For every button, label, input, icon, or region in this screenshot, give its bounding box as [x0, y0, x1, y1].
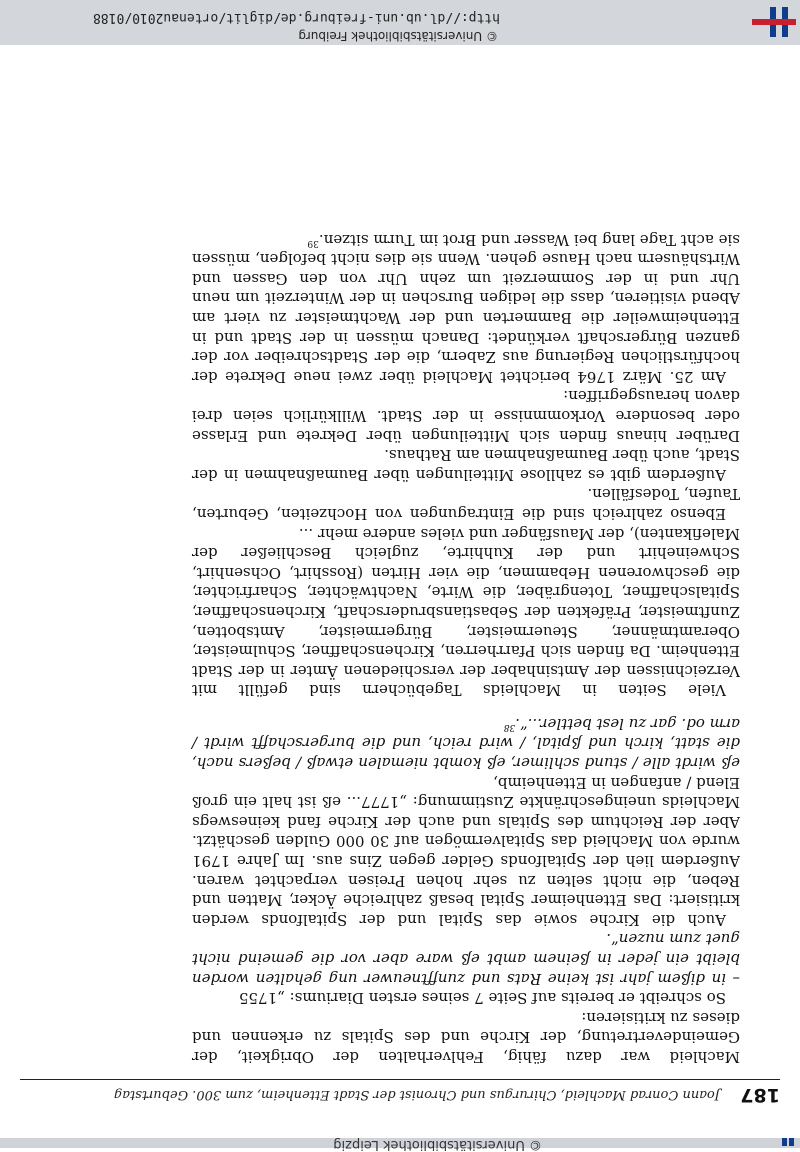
page-number: 187: [740, 1084, 780, 1106]
top-library-strip: [0, 1137, 800, 1152]
running-header: [20, 1079, 780, 1108]
body-text: [192, 229, 740, 1066]
library-label: © Universitätsbibliothek Leipzig: [333, 1137, 542, 1152]
paragraph: Darüber hinaus finden sich Mitteilungen über Dekrete und Erlasse oder besondere Vorkommnisse in der Stadt. Willkürlich seien drei davon herausgegriffen:: [192, 387, 740, 445]
footer-bar: [0, 0, 800, 45]
quote: [192, 713, 740, 772]
paragraph: Außerdem gibt es zahllose Mitteilungen über Baumaßnahmen in der Stadt, auch über Baumaßnahmen am Rathaus.: [192, 446, 740, 484]
quote-text: – in dißem jahr ist keine Rats und zunfftneuwer ung gehalten worden bleibt ein jeder in ßeinem ambt eß ware aber vor die gemeind nicht guet zum nuzen“.: [192, 930, 740, 988]
library-logo-icon: [780, 1138, 794, 1148]
paragraph-text: Am 25. März 1764 berichtet Machleid über zwei neue Dekrete der hochfürstlichen Regierung aus Zabern, die der Stadtschreiber vor der ganzen Bürgerschaft verkündet: Danach müssen in der Stadt und in Ettenheimweiler die Bammerten und der Wachtmeister zu viert am Abend visitieren, dass die ledigen Burschen in der Winterzeit um neun Uhr und in der Sommerzeit um zehn Uhr von den Gassen und Wirtshäusern nach Hause gehen. Wenn sie dies nicht befolgen, müssen sie acht Tage lang bei Wasser und Brot im Turm sitzen.: [192, 230, 740, 386]
quote-text: eß wirdt alle / stund schlimer, eß kombt niemalen etwaß / beßers nach, die statt, kirch und ßpital, / wird reich, und die burgerschafft wirdt / arm od. gar zu lest bettler...“.: [192, 714, 740, 773]
paragraph: Auch die Kirche sowie das Spital und der Spitalfonds werden kritisiert: Das Ettenheimer Spital besaß zahlreiche Äcker, Matten und Reben, die nicht selten zu sehr hohen Preisen verpachtet waren. Außerdem lieh der Spitalfonds Gelder gegen Zins aus. Im Jahre 1791 wurde von Machleid das Spitalvermögen auf 30 000 Gulden geschätzt. Aber der Reichtum des Spitals und auch der Kirche fand keineswegs Machleids uneingeschränkte Zustimmung: „1777... eß ist halt ein groß Elend / anfangen in Ettenheimb,: [192, 773, 740, 929]
university-logo-icon: [740, 0, 800, 45]
quote: [192, 929, 740, 988]
footer-credit: © Universitätsbibliothek Freiburg: [298, 29, 498, 43]
paragraph: Ebenso zahlreich sind die Eintragungen von Hochzeiten, Geburten, Taufen, Todesfällen.: [192, 485, 740, 523]
paragraph: So schreibt er bereits auf Seite 7 seines ersten Diariums: „1755: [238, 989, 726, 1008]
paragraph: [192, 229, 740, 386]
footnote-ref: 39: [307, 237, 319, 248]
footer-url[interactable]: http://dl.ub.uni-freiburg.de/diglit/ortenau2010/0188: [93, 10, 500, 25]
running-title: Joann Conrad Machleid, Chirurgus und Chronist der Stadt Ettenheim, zum 300. Geburtstag: [113, 1087, 720, 1102]
footnote-ref: 38: [503, 721, 516, 732]
paragraph: Viele Seiten in Machleids Tagebüchern sind gefüllt mit Verzeichnissen der Amtsinhaber der verschiedenen Ämter in der Stadt Ettenheim. Da finden sich Pfarrherren, Kirchenschaffner, Schulmeister, Oberamtmänner, Steuermeister, Bürgermeister, Amtsbotten, Zunftmeister, Präfekten der Sebastiansbruderschaft, Kirchenschaffner, Spitalschaffner, Totengräber, die Wirte, Nachtwächter, Scharfrichter, die geschworenen Hebammen, die vier Hirten (Rosshirt, Ochsenhirt, Schweinehirt und der Kuhhirte, zugleich Beschließer der Malefikanten), der Mausfänger und vieles andere mehr ...: [192, 524, 740, 700]
paragraph: Machleid war dazu fähig, Fehlverhalten der Obrigkeit, der Gemeindevertretung, der Kirche und des Spitals zu erkennen und dieses zu kritisieren:: [192, 1008, 740, 1066]
